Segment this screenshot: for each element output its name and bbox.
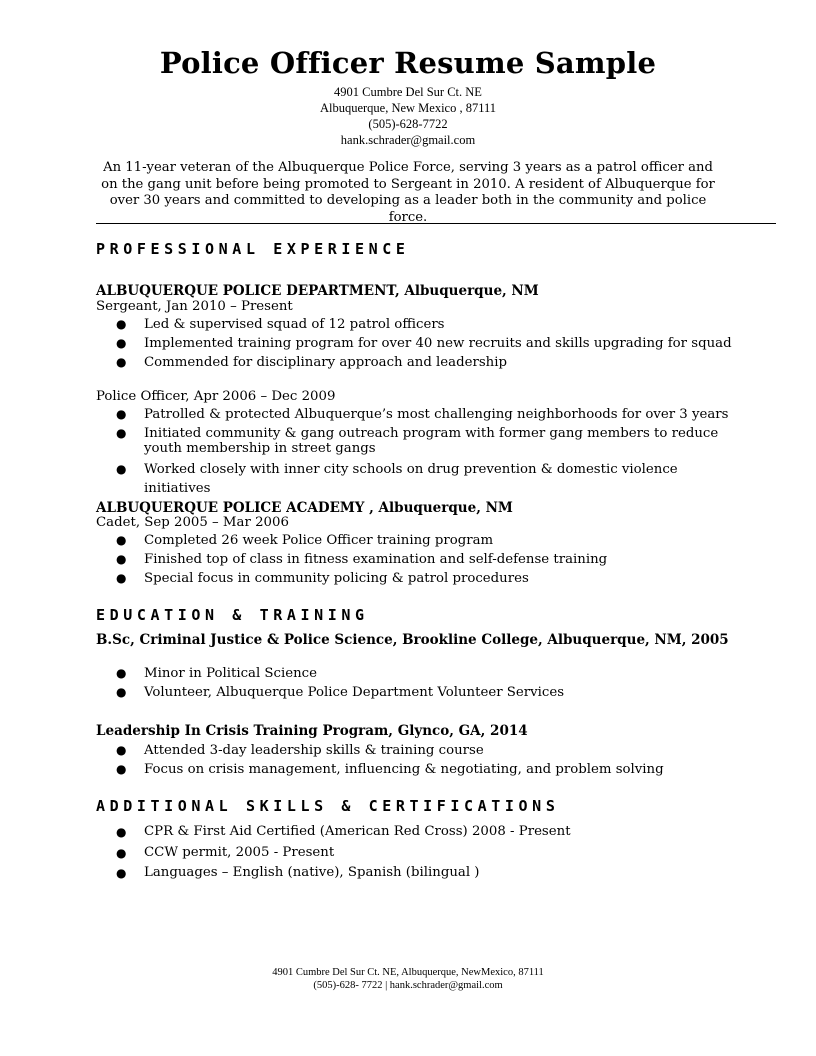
bullet-icon: ●	[116, 407, 127, 421]
summary-paragraph: An 11-year veteran of the Albuquerque Police Force, serving 3 years as a patrol officer and on the gang unit before being promoted to Sergeant in 2010. A resident of Albuquerque for over 30 years and committed to developing as a leader both in the community and police force.	[101, 160, 715, 225]
contact-block	[0, 84, 816, 148]
contact-address: 4901 Cumbre Del Sur Ct. NE	[334, 85, 482, 99]
sergeant-bullets	[96, 315, 736, 372]
bullet-icon: ●	[116, 845, 127, 860]
bullet-icon: ●	[116, 825, 127, 839]
section-heading-skills: ADDITIONAL SKILLS & CERTIFICATIONS	[96, 797, 560, 815]
list-item: ● Special focus in community policing & patrol procedures	[116, 571, 529, 586]
page-footer	[0, 966, 816, 992]
list-item: ● CPR & First Aid Certified (American Red Cross) 2008 - Present	[96, 822, 736, 843]
footer-address: 4901 Cumbre Del Sur Ct. NE, Albuquerque, NewMexico, 87111	[272, 967, 544, 978]
bullet-icon: ●	[116, 317, 127, 331]
bullet-icon: ●	[116, 743, 127, 757]
bullet-icon: ●	[116, 336, 127, 350]
contact-city: Albuquerque, New Mexico , 87111	[319, 101, 497, 115]
list-item: ● Languages – English (native), Spanish (bilingual )	[96, 863, 736, 884]
list-item: ● Commended for disciplinary approach and leadership	[116, 355, 507, 370]
bullet-icon: ●	[116, 426, 127, 440]
list-item: ● Initiated community & gang outreach program with former gang members to reduce youth membership in street gangs	[116, 426, 719, 456]
cadet-bullets	[96, 531, 736, 588]
contact-phone: (505)-628-7722	[368, 117, 448, 131]
employer-apd: ALBUQUERQUE POLICE DEPARTMENT, Albuquerque, NM	[96, 283, 539, 299]
footer-contact: (505)-628- 7722 | hank.schrader@gmail.com	[313, 980, 503, 991]
training-bullets	[96, 741, 736, 779]
degree-bullets	[96, 664, 736, 702]
role-police-officer: Police Officer, Apr 2006 – Dec 2009	[96, 389, 336, 404]
bullet-icon: ●	[116, 666, 127, 680]
list-item: ● Led & supervised squad of 12 patrol officers	[116, 317, 445, 332]
role-sergeant: Sergeant, Jan 2010 – Present	[96, 299, 293, 314]
bullet-icon: ●	[116, 462, 127, 476]
skills-bullets	[96, 822, 736, 884]
section-heading-experience: PROFESSIONAL EXPERIENCE	[96, 240, 410, 258]
section-heading-education: EDUCATION & TRAINING	[96, 606, 369, 624]
bullet-icon: ●	[116, 866, 127, 880]
degree-line: B.Sc, Criminal Justice & Police Science, Brookline College, Albuquerque, NM, 2005	[96, 632, 729, 648]
police-officer-bullets	[96, 405, 736, 498]
bullet-icon: ●	[116, 355, 127, 369]
bullet-icon: ●	[116, 533, 127, 547]
bullet-icon: ●	[116, 685, 127, 699]
list-item: ● Worked closely with inner city schools on drug prevention & domestic violence initiatives	[116, 462, 678, 496]
list-item: ● Finished top of class in fitness examination and self-defense training	[116, 552, 608, 567]
header-divider	[96, 223, 776, 224]
list-item: ● Completed 26 week Police Officer training program	[116, 533, 494, 548]
list-item: ● Patrolled & protected Albuquerque’s most challenging neighborhoods for over 3 years	[116, 407, 729, 422]
role-cadet: Cadet, Sep 2005 – Mar 2006	[96, 515, 289, 530]
list-item: ● Focus on crisis management, influencing & negotiating, and problem solving	[116, 762, 664, 777]
resume-title: Police Officer Resume Sample	[159, 46, 657, 80]
contact-email: hank.schrader@gmail.com	[340, 133, 476, 147]
employer-academy: ALBUQUERQUE POLICE ACADEMY , Albuquerque, NM	[96, 500, 513, 516]
list-item: ● Volunteer, Albuquerque Police Department Volunteer Services	[116, 685, 565, 700]
list-item: ● Attended 3-day leadership skills & training course	[116, 743, 484, 758]
bullet-icon: ●	[116, 552, 127, 566]
list-item: ● CCW permit, 2005 - Present	[96, 843, 736, 864]
bullet-icon: ●	[116, 571, 127, 585]
list-item: ● Minor in Political Science	[116, 666, 317, 681]
training-program-line: Leadership In Crisis Training Program, Glynco, GA, 2014	[96, 723, 528, 739]
list-item: ● Implemented training program for over 40 new recruits and skills upgrading for squad	[116, 336, 732, 351]
bullet-icon: ●	[116, 762, 127, 776]
